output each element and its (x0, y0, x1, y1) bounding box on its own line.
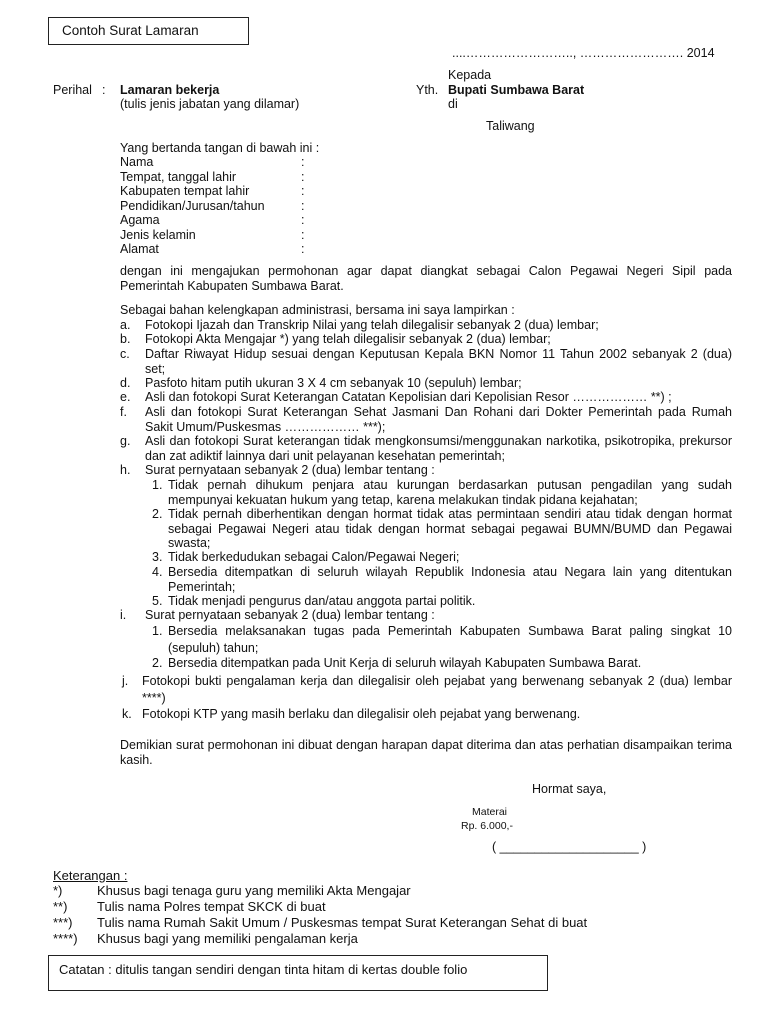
item-text: Tidak pernah diberhentikan dengan hormat tidak atas permintaan sendiri atau tidak dengan hormat sebagai Pegawai Negeri atau tidak dengan hormat sebagai pegawai BUMN/BUMD dan Pegawai swasta; (168, 507, 732, 551)
note-text: Tulis nama Polres tempat SKCK di buat (97, 899, 326, 914)
field-colon: : (301, 155, 305, 169)
attachments-intro: Sebagai bahan kelengkapan administrasi, bersama ini saya lampirkan : (120, 303, 515, 317)
item-text: Bersedia ditempatkan di seluruh wilayah Republik Indonesia atau Negara lain yang ditentukan Pemerintah; (168, 565, 732, 594)
materai-label: Materai (472, 806, 508, 818)
item-text: Fotokopi Ijazah dan Transkrip Nilai yang telah dilegalisir sebanyak 2 (dua) lembar; (145, 318, 599, 332)
field-colon: : (301, 213, 305, 227)
recipient-place: Taliwang (486, 119, 535, 133)
item-text: Pasfoto hitam putih ukuran 3 X 4 cm sebanyak 10 (sepuluh) lembar; (145, 376, 522, 390)
item-label: d. (120, 376, 131, 390)
intro-text: Yang bertanda tangan di bawah ini : (120, 141, 320, 155)
field-label: Tempat, tanggal lahir (120, 170, 237, 184)
field-colon: : (301, 228, 305, 242)
recipient-kepada: Kepada (448, 68, 492, 82)
item-label: c. (120, 347, 130, 361)
item-label: g. (120, 434, 131, 448)
field-agama (120, 213, 320, 228)
item-text: Surat pernyataan sebanyak 2 (dua) lembar tentang : (145, 463, 435, 477)
signature-name-line: ( ____________________ ) (492, 840, 647, 854)
item-label: b. (120, 332, 131, 346)
field-label: Pendidikan/Jurusan/tahun (120, 199, 265, 213)
item-label: a. (120, 318, 131, 332)
item-text: Daftar Riwayat Hidup sesuai dengan Keputusan Kepala BKN Nomor 11 Tahun 2002 sebanyak 2 (dua) set; (145, 347, 732, 376)
field-kabupaten (120, 184, 320, 199)
note-mark: ***) (53, 915, 73, 930)
field-alamat (120, 242, 320, 257)
perihal-note: (tulis jenis jabatan yang dilamar) (120, 97, 300, 111)
note-item (53, 932, 753, 947)
field-tempat-tanggal-lahir (120, 170, 320, 185)
item-text: Fotokopi Akta Mengajar *) yang telah dilegalisir sebanyak 2 (dua) lembar; (145, 332, 551, 346)
note-mark: *) (53, 883, 63, 898)
item-label: 1. (152, 624, 163, 638)
field-label: Agama (120, 213, 160, 227)
note-text: Khusus bagi tenaga guru yang memiliki Akta Mengajar (97, 883, 411, 898)
signature-greeting: Hormat saya, (532, 782, 607, 796)
materai-amount: Rp. 6.000,- (461, 820, 513, 832)
item-text: Fotokopi KTP yang masih berlaku dan dilegalisir oleh pejabat yang berwenang. (142, 707, 581, 721)
note-item (53, 884, 753, 899)
field-pendidikan (120, 199, 320, 214)
perihal-colon: : (102, 83, 106, 97)
item-label: i. (120, 608, 127, 622)
item-label: 2. (152, 656, 163, 670)
note-mark: **) (53, 899, 68, 914)
request-paragraph: dengan ini mengajukan permohonan agar dapat diangkat sebagai Calon Pegawai Negeri Sipil pada Pemerintah Kabupaten Sumbawa Barat. (120, 264, 732, 293)
field-label: Nama (120, 155, 154, 169)
perihal-label: Perihal (53, 83, 92, 97)
item-label: k. (122, 707, 132, 721)
item-text: Fotokopi bukti pengalaman kerja dan dilegalisir oleh pejabat yang berwenang sebanyak 2 (dua) lembar ****) (142, 674, 732, 705)
note-item (53, 916, 753, 931)
field-label: Kabupaten tempat lahir (120, 184, 250, 198)
item-label: e. (120, 390, 131, 404)
item-text: Tidak berkedudukan sebagai Calon/Pegawai Negeri; (168, 550, 460, 564)
item-text: Tidak menjadi pengurus dan/atau anggota partai politik. (168, 594, 476, 608)
closing-paragraph: Demikian surat permohonan ini dibuat dengan harapan dapat diterima dan atas perhatian disampaikan terima kasih. (120, 738, 732, 767)
note-text: Khusus bagi yang memiliki pengalaman kerja (97, 931, 358, 946)
catatan-box (48, 955, 548, 991)
field-jenis-kelamin (120, 228, 320, 243)
field-colon: : (301, 170, 305, 184)
recipient-yth: Yth. (416, 83, 439, 97)
item-label: 4. (152, 565, 163, 579)
title-box (48, 17, 249, 45)
recipient-di: di (448, 97, 458, 111)
date-line: ....…………………….., ……………………. 2014 (452, 46, 715, 60)
perihal-subject: Lamaran bekerja (120, 83, 220, 97)
item-text: Asli dan fotokopi Surat Keterangan Sehat Jasmani Dan Rohani dari Dokter Pemerintah pada Rumah Sakit Umum/Puskesmas ……………… ***); (145, 405, 732, 434)
note-mark: ****) (53, 931, 78, 946)
item-label: j. (122, 674, 129, 688)
item-label: 5. (152, 594, 163, 608)
notes-heading: Keterangan : (53, 868, 128, 883)
field-colon: : (301, 242, 305, 256)
note-item (53, 900, 753, 915)
field-colon: : (301, 184, 305, 198)
item-text: Bersedia ditempatkan pada Unit Kerja di seluruh wilayah Kabupaten Sumbawa Barat. (168, 656, 642, 670)
item-label: h. (120, 463, 131, 477)
field-colon: : (301, 199, 305, 213)
item-text: Surat pernyataan sebanyak 2 (dua) lembar tentang : (145, 608, 435, 622)
item-text: Bersedia melaksanakan tugas pada Pemerintah Kabupaten Sumbawa Barat paling singkat 10 (sepuluh) tahun; (168, 624, 732, 655)
item-label: 3. (152, 550, 163, 564)
item-text: Tidak pernah dihukum penjara atau kurungan berdasarkan putusan pengadilan yang sudah mempunyai kekuatan hukum yang tetap, karena melakukan tindak pidana kejahatan; (168, 478, 732, 507)
field-label: Alamat (120, 242, 159, 256)
item-label: 2. (152, 507, 163, 521)
page-title: Contoh Surat Lamaran (62, 23, 199, 38)
item-label: 1. (152, 478, 163, 492)
recipient-name: Bupati Sumbawa Barat (448, 83, 585, 97)
catatan-text: Catatan : ditulis tangan sendiri dengan tinta hitam di kertas double folio (59, 962, 468, 977)
item-text: Asli dan fotokopi Surat keterangan tidak mengkonsumsi/menggunakan narkotika, psikotropika, prekursor dan zat adiktif lainnya dari unit pelayanan kesehatan pemerintah; (145, 434, 732, 463)
item-text: Asli dan fotokopi Surat Keterangan Catatan Kepolisian dari Kepolisian Resor ……………… **) ; (145, 390, 672, 404)
item-label: f. (120, 405, 127, 419)
field-nama (120, 155, 320, 170)
field-label: Jenis kelamin (120, 228, 196, 242)
note-text: Tulis nama Rumah Sakit Umum / Puskesmas tempat Surat Keterangan Sehat di buat (97, 915, 588, 930)
